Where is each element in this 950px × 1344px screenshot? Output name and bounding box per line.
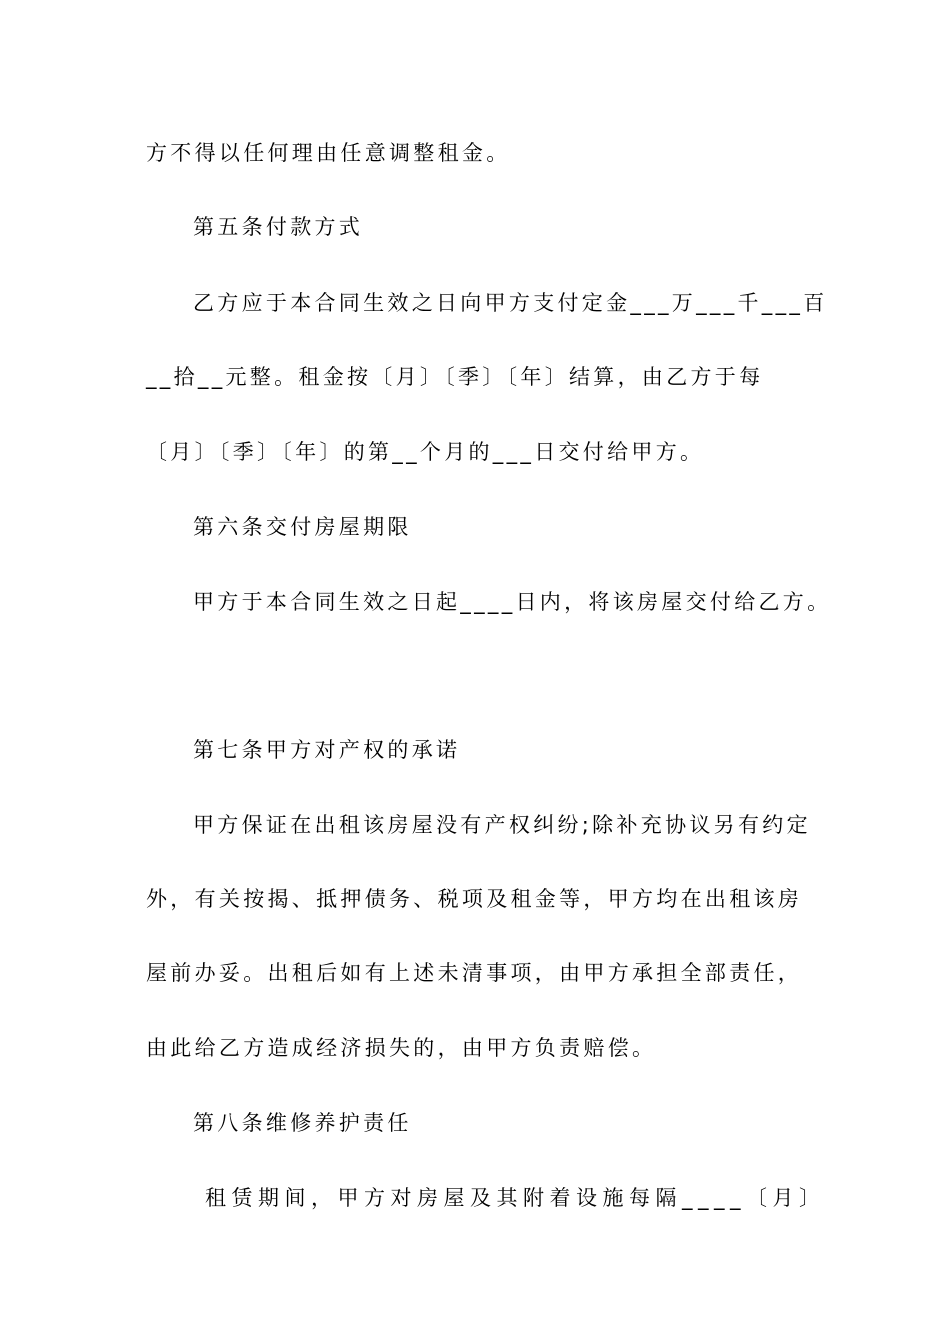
text-line-handover: 甲方于本合同生效之日起____日内，将该房屋交付给乙方。 bbox=[193, 590, 832, 614]
text-line-rent-adjust: 方不得以任何理由任意调整租金。 bbox=[146, 141, 511, 165]
text-line-compensation: 由此给乙方造成经济损失的，由甲方负责赔偿。 bbox=[146, 1036, 657, 1060]
text-line-mortgage: 外，有关按揭、抵押债务、税项及租金等，甲方均在出租该房 bbox=[146, 887, 803, 911]
text-line-responsibility: 屋前办妥。出租后如有上述未清事项，由甲方承担全部责任， bbox=[146, 961, 803, 985]
text-line-payment-day: 〔月〕〔季〕〔年〕的第__个月的___日交付给甲方。 bbox=[146, 440, 705, 464]
heading-article-8: 第八条维修养护责任 bbox=[193, 1111, 412, 1135]
heading-article-6: 第六条交付房屋期限 bbox=[193, 515, 412, 539]
text-line-rent-settlement: __拾__元整。租金按〔月〕〔季〕〔年〕结算，由乙方于每 bbox=[146, 365, 764, 389]
heading-article-5: 第五条付款方式 bbox=[193, 215, 364, 239]
text-line-deposit: 乙方应于本合同生效之日向甲方支付定金___万___千___百 bbox=[193, 291, 828, 315]
heading-article-7: 第七条甲方对产权的承诺 bbox=[193, 738, 461, 762]
text-line-ownership-guarantee: 甲方保证在出租该房屋没有产权纠纷;除补充协议另有约定 bbox=[193, 813, 811, 837]
text-line-maintenance: 租赁期间，甲方对房屋及其附着设施每隔____〔月〕 bbox=[205, 1186, 826, 1210]
